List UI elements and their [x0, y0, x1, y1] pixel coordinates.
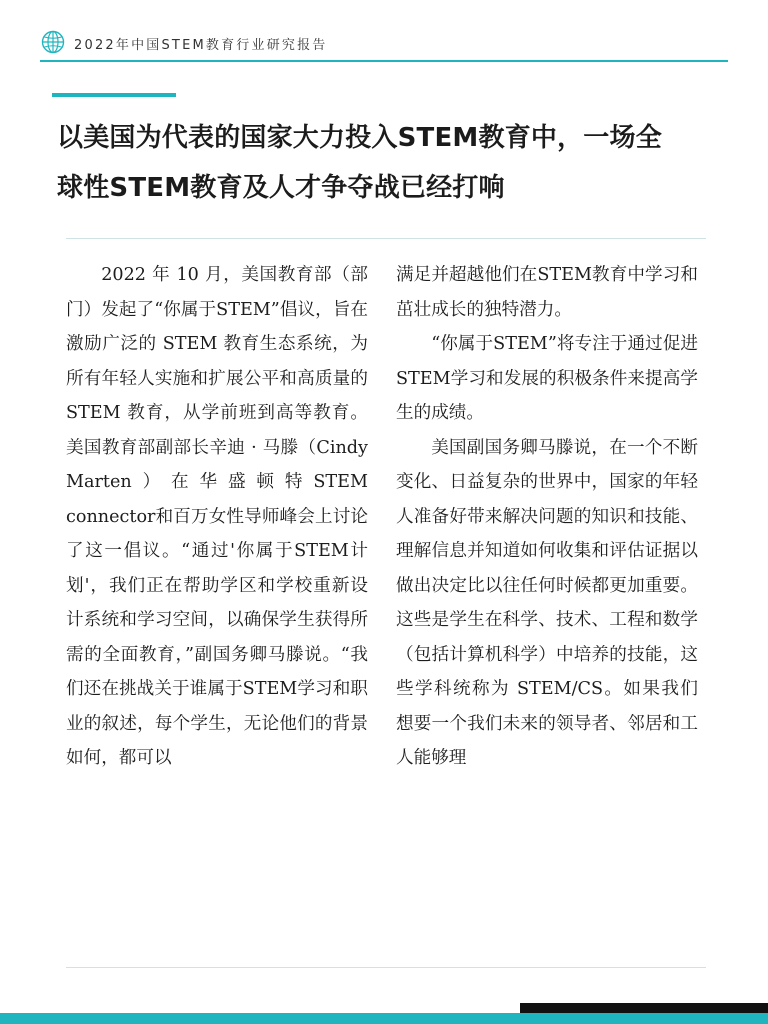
- body-paragraph-3: 美国副国务卿马滕说，在一个不断变化、日益复杂的世界中，国家的年轻人准备好带来解决问题的知识和技能、理解信息并知道如何收集和评估证据以做出决定比以往任何时候都更加重要。这些是学生在科学、技术、工程和数学（包括计算机科学）中培养的技能，这些学科统称为 STEM/CS。如果我们想要一个我们未来的领导者、邻居和工人能够理: [396, 437, 698, 768]
- footer-teal-bar: [0, 1013, 768, 1024]
- section-headline: [57, 113, 727, 213]
- body-column-left: 2022 年 10 月，美国教育部（部门）发起了“你属于STEM”倡议，旨在激励广泛的 STEM 教育生态系统，为所有年轻人实施和扩展公平和高质量的 STEM 教育，从学前班到高等教育。美国教育部副部长辛迪 · 马滕（Cindy Marten）在华盛顿特STEM connector和百万女性导师峰会上讨论了这一倡议。“通过'你属于STEM计划'，我们正在帮助学区和学校重新设计系统和学习空间，以确保学生获得所需的全面教育，”副国务卿马滕说。“我们还在挑战关于谁属于STEM学习和职业的叙述，每个学生，无论他们的背景如何，都可以: [66, 265, 368, 768]
- section-accent-bar: [52, 93, 176, 97]
- headline-line-2: 球性STEM教育及人才争夺战已经打响: [57, 173, 505, 203]
- header-divider: [40, 60, 728, 62]
- body-paragraph-continuation: 满足并超越他们在STEM教育中学习和茁壮成长的独特潜力。: [396, 265, 698, 320]
- footer-black-bar: [520, 1003, 768, 1013]
- headline-line-1: 以美国为代表的国家大力投入STEM教育中，一场全: [57, 123, 662, 153]
- content-top-rule: [66, 238, 706, 239]
- page-header: [0, 0, 768, 64]
- body-column-right: [396, 258, 698, 776]
- body-paragraph-2: “你属于STEM”将专注于通过促进STEM学习和发展的积极条件来提高学生的成绩。: [396, 334, 698, 423]
- content-bottom-rule: [66, 967, 706, 968]
- report-title: 2022年中国STEM教育行业研究报告: [74, 38, 328, 53]
- globe-icon: [41, 30, 65, 54]
